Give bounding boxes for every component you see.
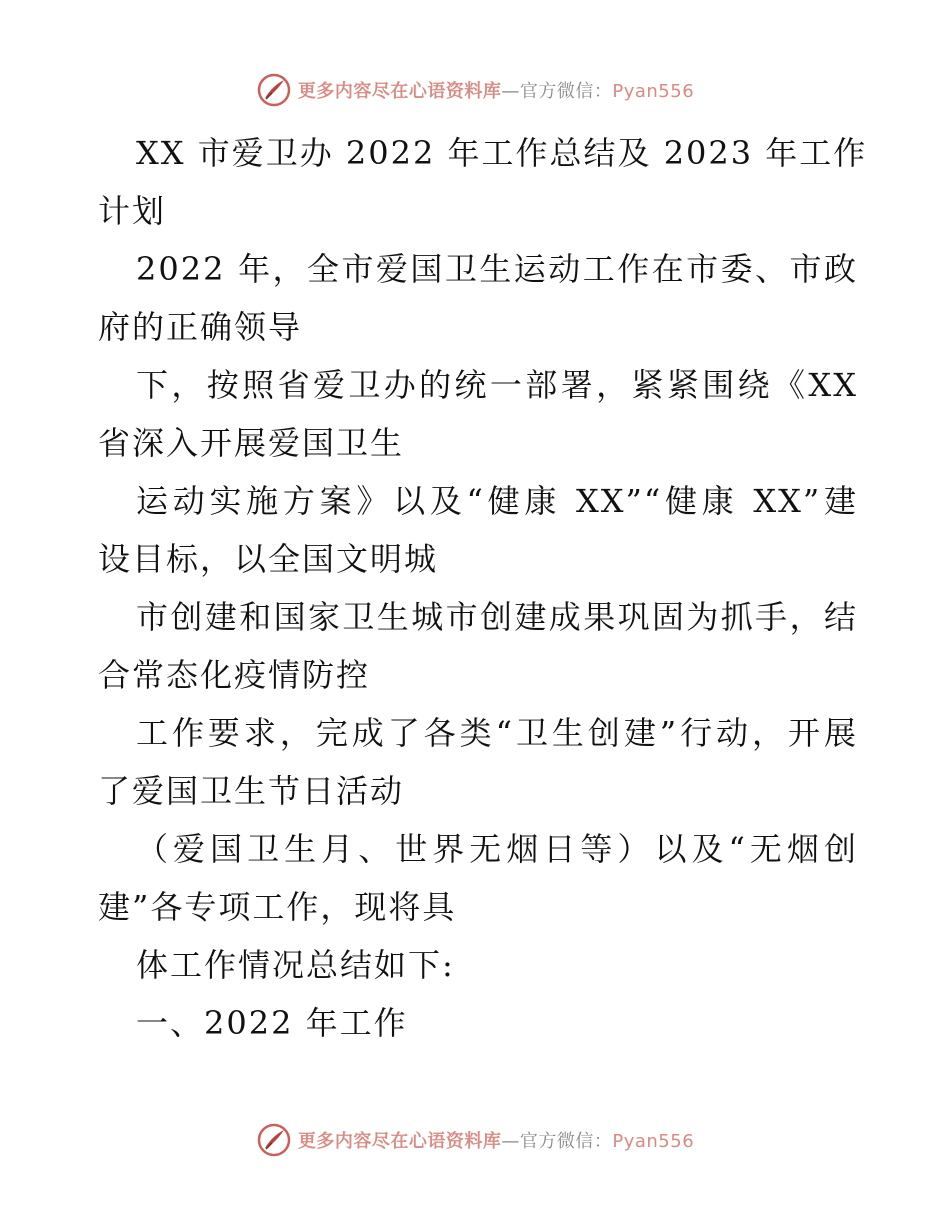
paragraph-line: 市创建和国家卫生城市创建成果巩固为抓手，结 [136, 598, 858, 636]
paragraph-line: 建”各专项工作，现将具 [98, 888, 457, 926]
footer-watermark [0, 1120, 950, 1160]
watermark-separator: — [501, 81, 520, 102]
paragraph-line: 运动实施方案》以及“健康 XX”“健康 XX”建 [136, 482, 858, 520]
paragraph-line: 合常态化疫情防控 [98, 656, 371, 694]
document-title-line-2: 计划 [98, 192, 167, 230]
paragraph-line: 体工作情况总结如下: [136, 946, 455, 984]
header-watermark [0, 70, 950, 110]
watermark-group [256, 1122, 694, 1158]
watermark-text [298, 77, 694, 103]
watermark-wechat-label: 官方微信： [519, 81, 613, 102]
watermark-wechat-id: Pyan556 [612, 1131, 695, 1152]
section-heading: 一、2022 年工作 [136, 1004, 408, 1042]
paragraph-line: 下，按照省爱卫办的统一部署，紧紧围绕《XX [136, 366, 858, 404]
watermark-separator: — [501, 1131, 520, 1152]
feather-pen-logo-icon [256, 72, 292, 108]
document-title-line-1: XX 市爱卫办 2022 年工作总结及 2023 年工作 [136, 134, 868, 172]
paragraph-line: 府的正确领导 [98, 308, 303, 346]
paragraph-line: 省深入开展爱国卫生 [98, 424, 405, 462]
paragraph-line: 工作要求，完成了各类“卫生创建”行动，开展 [136, 714, 858, 752]
paragraph-line: 2022 年，全市爱国卫生运动工作在市委、市政 [136, 250, 858, 288]
watermark-wechat-label: 官方微信： [519, 1131, 613, 1152]
paragraph-line: （爱国卫生月、世界无烟日等）以及“无烟创 [136, 830, 858, 868]
watermark-group [256, 72, 694, 108]
feather-pen-logo-icon [256, 1122, 292, 1158]
document-body [98, 124, 868, 1052]
paragraph-line: 设目标，以全国文明城 [98, 540, 439, 578]
watermark-text [298, 1127, 694, 1153]
watermark-wechat-id: Pyan556 [612, 81, 695, 102]
watermark-site-text: 更多内容尽在心语资料库 [297, 1131, 502, 1152]
watermark-site-text: 更多内容尽在心语资料库 [297, 81, 502, 102]
paragraph-line: 了爱国卫生节日活动 [98, 772, 405, 810]
